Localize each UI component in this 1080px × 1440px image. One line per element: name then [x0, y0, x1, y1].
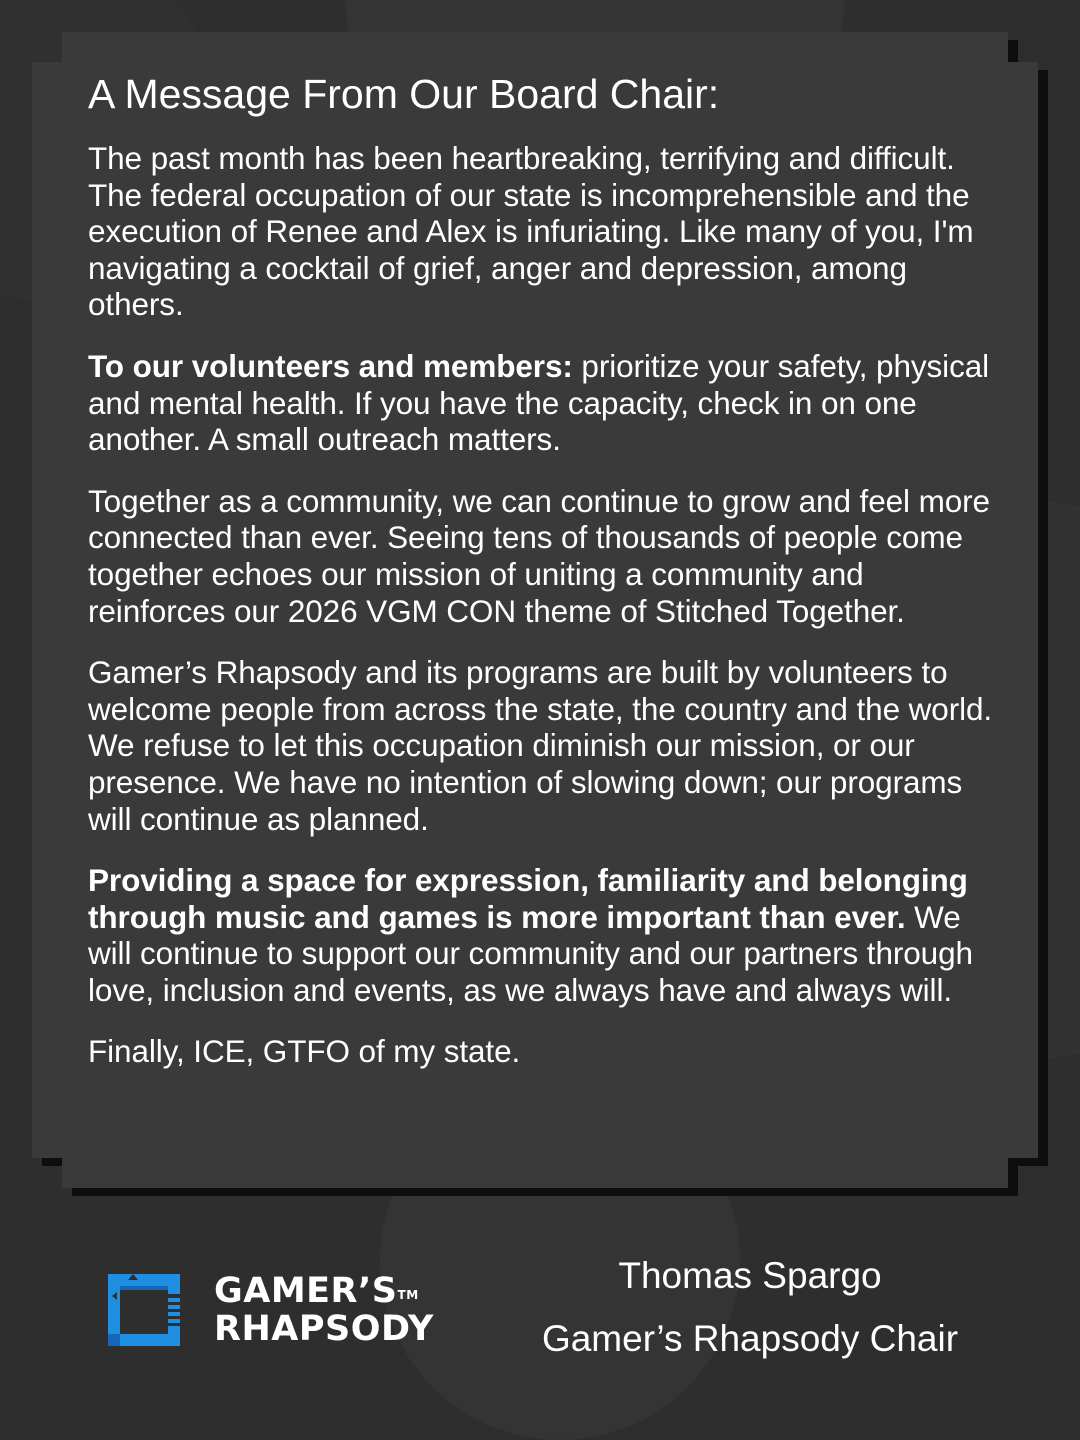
paragraph-emphasis: Providing a space for expression, familiarity and belonging through music and games is more important than ever.	[88, 862, 968, 935]
message-paragraph	[88, 862, 998, 1008]
message-paragraph	[88, 348, 998, 458]
logo-gamers: GAMER’S	[214, 1271, 398, 1311]
logo-line1	[214, 1272, 434, 1310]
signer-name: Thomas Spargo	[618, 1255, 882, 1296]
paragraph-text: Gamer’s Rhapsody and its programs are built by volunteers to welcome people from across the state, the country and the world. We refuse to let this occupation diminish our mission, or our presence. We have no intention of slowing down; our programs will continue as planned.	[88, 654, 993, 837]
message-content	[88, 70, 998, 1095]
message-paragraph	[88, 140, 998, 323]
trademark: TM	[397, 1288, 419, 1302]
paragraph-text: The past month has been heartbreaking, terrifying and difficult. The federal occupation of our state is incomprehensible and the execution of Renee and Alex is infuriating. Like many of you, I'm navigating a cocktail of grief, anger and depression, among others.	[88, 140, 974, 323]
gamers-rhapsody-logo	[108, 1271, 434, 1352]
logo-line2: RHAPSODY	[214, 1309, 434, 1349]
paragraph-text: We will continue to support our community and our partners through love, inclusion and events, as we always have and always will.	[88, 898, 973, 1008]
paragraph-emphasis: To our volunteers and members:	[88, 347, 573, 384]
message-title: A Message From Our Board Chair:	[88, 71, 720, 117]
logo-wordmark	[214, 1272, 434, 1348]
paragraph-text: Finally, ICE, GTFO of my state.	[88, 1033, 521, 1070]
signer-title: Gamer’s Rhapsody Chair	[541, 1318, 959, 1359]
message-paragraph	[88, 483, 998, 629]
message-paragraph	[88, 1033, 998, 1070]
paragraph-text: prioritize your safety, physical and mental health. If you have the capacity, check in on one another. A small outreach matters.	[88, 347, 990, 458]
paragraph-text: Together as a community, we can continue to grow and feel more connected than ever. Seeing tens of thousands of people come together echoes our mission of uniting a community and reinforces our 2026 VGM CON theme of Stitched Together.	[88, 482, 990, 629]
gamers-rhapsody-logo-icon	[108, 1274, 180, 1346]
message-paragraph	[88, 654, 998, 837]
